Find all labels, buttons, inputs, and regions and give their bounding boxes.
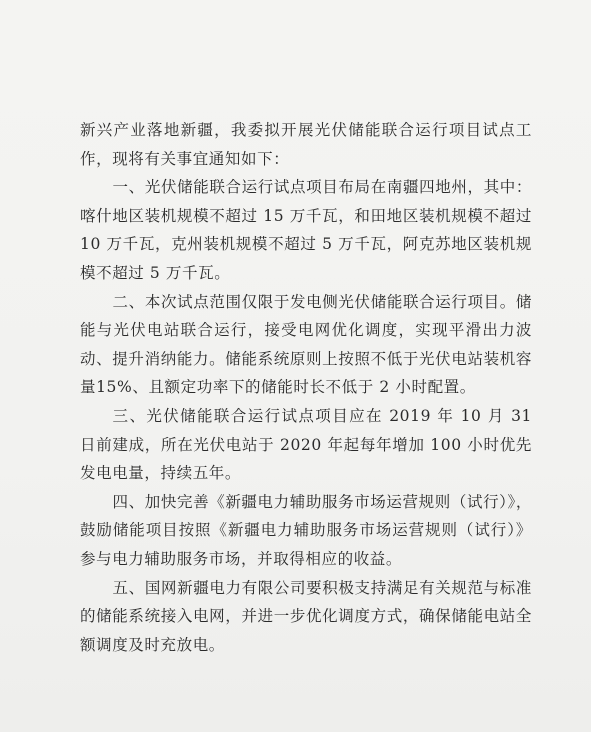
item-five-paragraph: 五、国网新疆电力有限公司要积极支持满足有关规范与标准的储能系统接入电网，并进一步优化调度方式，确保储能电站全额调度及时充放电。 xyxy=(80,578,532,654)
item-one-paragraph: 一、光伏储能联合运行试点项目布局在南疆四地州，其中：喀什地区装机规模不超过 15 万千瓦，和田地区装机规模不超过 10 万千瓦，克州装机规模不超过 5 万千瓦，阿克苏地区装机规模不超过 5 万千瓦。 xyxy=(80,178,532,282)
item-three-paragraph: 三、光伏储能联合运行试点项目应在 2019 年 10 月 31 日前建成，所在光伏电站于 2020 年起每年增加 100 小时优先发电电量，持续五年。 xyxy=(80,406,532,483)
item-four-paragraph: 四、加快完善《新疆电力辅助服务市场运营规则（试行）》，鼓励储能项目按照《新疆电力辅助服务市场运营规则（试行）》参与电力辅助服务市场，并取得相应的收益。 xyxy=(80,492,532,568)
document-body xyxy=(80,116,532,659)
item-two-paragraph: 二、本次试点范围仅限于发电侧光伏储能联合运行项目。储能与光伏电站联合运行，接受电网优化调度，实现平滑出力波动、提升消纳能力。储能系统原则上按照不低于光伏电站装机容量15%、且额定功率下的储能时长不低于 2 小时配置。 xyxy=(80,292,532,397)
intro-paragraph: 新兴产业落地新疆，我委拟开展光伏储能联合运行项目试点工作，现将有关事宜通知如下： xyxy=(80,121,532,168)
